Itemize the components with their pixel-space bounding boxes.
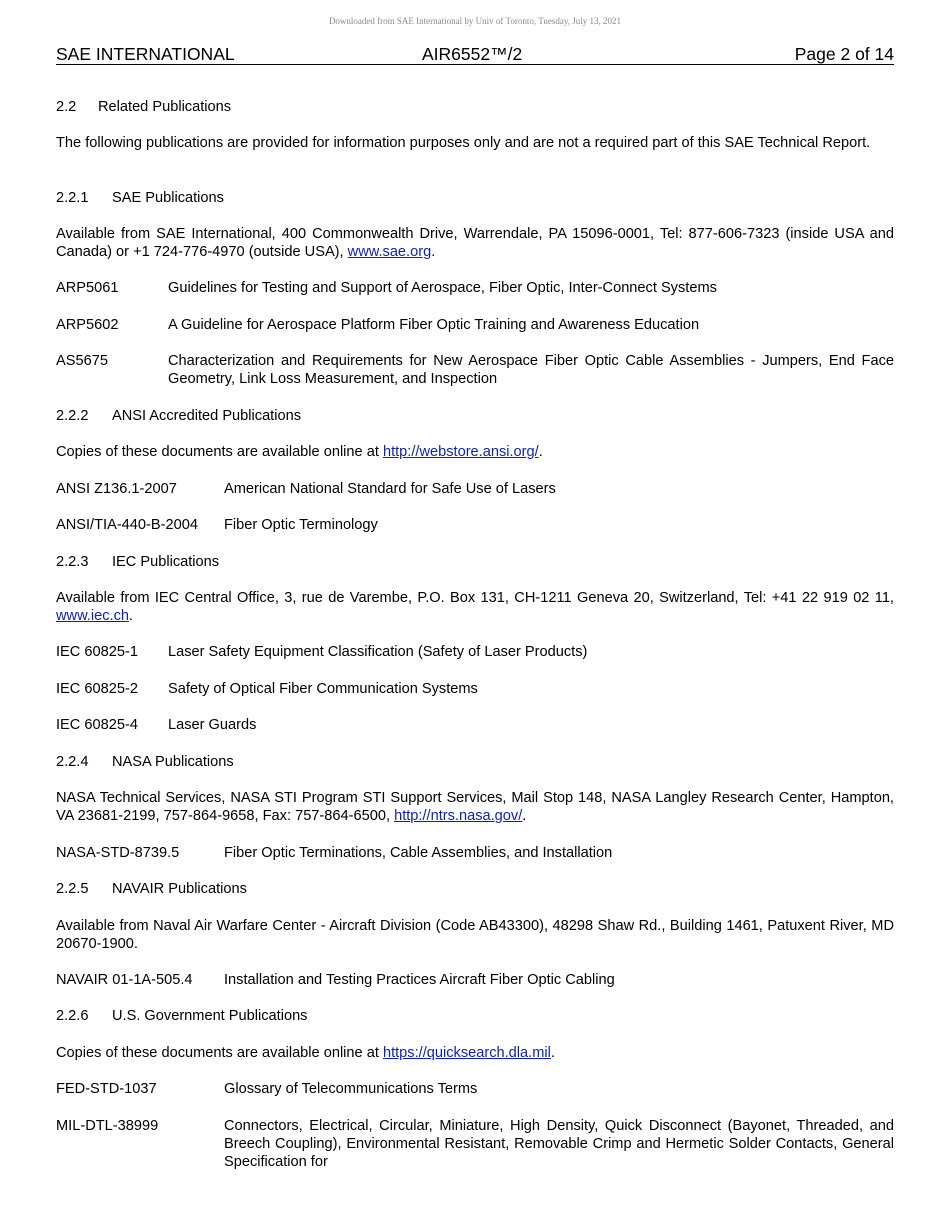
reference-title: Fiber Optic Terminations, Cable Assemblies, and Installation — [224, 845, 613, 861]
header-org: SAE INTERNATIONAL — [56, 44, 235, 64]
subsection-heading-sae — [56, 189, 894, 207]
reference-title: A Guideline for Aerospace Platform Fiber Optic Training and Awareness Education — [168, 317, 700, 333]
reference-code: ARP5602 — [56, 317, 119, 333]
reference-title: Fiber Optic Terminology — [224, 517, 378, 533]
header-doc-id: AIR6552™/2 — [422, 44, 523, 64]
reference-item — [56, 316, 894, 334]
reference-title: Characterization and Requirements for New Aerospace Fiber Optic Cable Assemblies - Jumpers, End Face Geometry, Link Loss Measurement, and Inspection — [168, 353, 894, 387]
reference-code: MIL-DTL-38999 — [56, 1118, 159, 1134]
reference-title: American National Standard for Safe Use of Lasers — [224, 481, 556, 497]
reference-item — [56, 1080, 894, 1098]
availability-text: Copies of these documents are available online at — [56, 444, 383, 460]
iec-availability — [56, 589, 894, 625]
availability-text: Copies of these documents are available online at — [56, 1045, 383, 1061]
reference-title: Laser Guards — [168, 717, 257, 733]
punctuation: . — [550, 1045, 555, 1061]
subsection-title: SAE Publications — [112, 190, 224, 206]
subsection-title: NASA Publications — [112, 754, 234, 770]
ansi-availability — [56, 443, 894, 461]
usgov-availability — [56, 1044, 894, 1062]
reference-item — [56, 516, 894, 534]
reference-item — [56, 971, 894, 989]
punctuation: . — [431, 244, 436, 260]
sae-availability — [56, 225, 894, 261]
reference-code: ANSI Z136.1-2007 — [56, 481, 177, 497]
reference-code: NASA-STD-8739.5 — [56, 845, 180, 861]
reference-title: Connectors, Electrical, Circular, Miniature, High Density, Quick Disconnect (Bayonet, Threaded, and Breech Coupling), Environmental Resistant, Removable Crimp and Hermetic Solder Contacts, General Specification for — [224, 1118, 894, 1170]
download-notice: Downloaded from SAE International by Univ of Toronto, Tuesday, July 13, 2021 — [328, 16, 622, 26]
subsection-number: 2.2.5 — [56, 881, 89, 897]
reference-title: Installation and Testing Practices Aircraft Fiber Optic Cabling — [224, 972, 615, 988]
reference-code: IEC 60825-1 — [56, 644, 138, 660]
section-heading — [56, 98, 894, 116]
subsection-number: 2.2.1 — [56, 190, 89, 206]
intro-paragraph: The following publications are provided for information purposes only and are not a required part of this SAE Technical Report. — [56, 135, 871, 151]
reference-item — [56, 680, 894, 698]
reference-code: AS5675 — [56, 353, 108, 369]
nasa-link[interactable]: http://ntrs.nasa.gov/ — [394, 808, 523, 824]
reference-item — [56, 716, 894, 734]
subsection-number: 2.2.4 — [56, 754, 89, 770]
subsection-heading-navair — [56, 880, 894, 898]
iec-link[interactable]: www.iec.ch — [56, 608, 129, 624]
subsection-title: IEC Publications — [112, 554, 220, 570]
reference-code: NAVAIR 01-1A-505.4 — [56, 972, 193, 988]
reference-code: ANSI/TIA-440-B-2004 — [56, 517, 198, 533]
subsection-heading-ansi — [56, 407, 894, 425]
punctuation: . — [522, 808, 527, 824]
punctuation: . — [538, 444, 543, 460]
availability-text: Available from IEC Central Office, 3, rue de Varembe, P.O. Box 131, CH-1211 Geneva 20, Switzerland, Tel: +41 22 919 02 11, — [56, 590, 894, 606]
subsection-heading-nasa — [56, 753, 894, 771]
navair-availability: Available from Naval Air Warfare Center - Aircraft Division (Code AB43300), 48298 Shaw Rd., Building 1461, Patuxent River, MD 20670-1900. — [56, 918, 894, 952]
header-page-number: Page 2 of 14 — [794, 44, 894, 64]
subsection-heading-iec — [56, 553, 894, 571]
reference-item — [56, 643, 894, 661]
punctuation: . — [129, 608, 134, 624]
reference-code: ARP5061 — [56, 280, 119, 296]
subsection-heading-usgov — [56, 1007, 894, 1025]
availability-text: NASA Technical Services, NASA STI Program STI Support Services, Mail Stop 148, NASA Langley Research Center, Hampton, VA 23681-2199, 757-864-9658, Fax: 757-864-6500, — [56, 790, 894, 824]
reference-item — [56, 1117, 894, 1171]
nasa-availability — [56, 789, 894, 825]
reference-code: FED-STD-1037 — [56, 1081, 157, 1097]
dla-link[interactable]: https://quicksearch.dla.mil — [382, 1045, 551, 1061]
availability-text: Available from SAE International, 400 Commonwealth Drive, Warrendale, PA 15096-0001, Tel: 877-606-7323 (inside USA and Canada) or +1 724-776-4970 (outside USA), — [56, 226, 894, 260]
subsection-number: 2.2.6 — [56, 1008, 89, 1024]
subsection-title: ANSI Accredited Publications — [112, 408, 302, 424]
reference-title: Safety of Optical Fiber Communication Systems — [168, 681, 478, 697]
subsection-number: 2.2.3 — [56, 554, 89, 570]
reference-item — [56, 844, 894, 862]
sae-link[interactable]: www.sae.org — [347, 244, 432, 260]
reference-title: Laser Safety Equipment Classification (Safety of Laser Products) — [168, 644, 588, 660]
subsection-number: 2.2.2 — [56, 408, 89, 424]
reference-item — [56, 480, 894, 498]
reference-title: Glossary of Telecommunications Terms — [224, 1081, 478, 1097]
reference-item — [56, 279, 894, 297]
section-title: Related Publications — [98, 99, 232, 115]
reference-title: Guidelines for Testing and Support of Aerospace, Fiber Optic, Inter-Connect Systems — [168, 280, 717, 296]
subsection-title: U.S. Government Publications — [112, 1008, 308, 1024]
section-number: 2.2 — [56, 99, 77, 115]
page-header — [56, 44, 894, 65]
reference-item — [56, 352, 894, 388]
subsection-title: NAVAIR Publications — [112, 881, 247, 897]
reference-code: IEC 60825-4 — [56, 717, 138, 733]
ansi-link[interactable]: http://webstore.ansi.org/ — [382, 444, 539, 460]
reference-code: IEC 60825-2 — [56, 681, 138, 697]
